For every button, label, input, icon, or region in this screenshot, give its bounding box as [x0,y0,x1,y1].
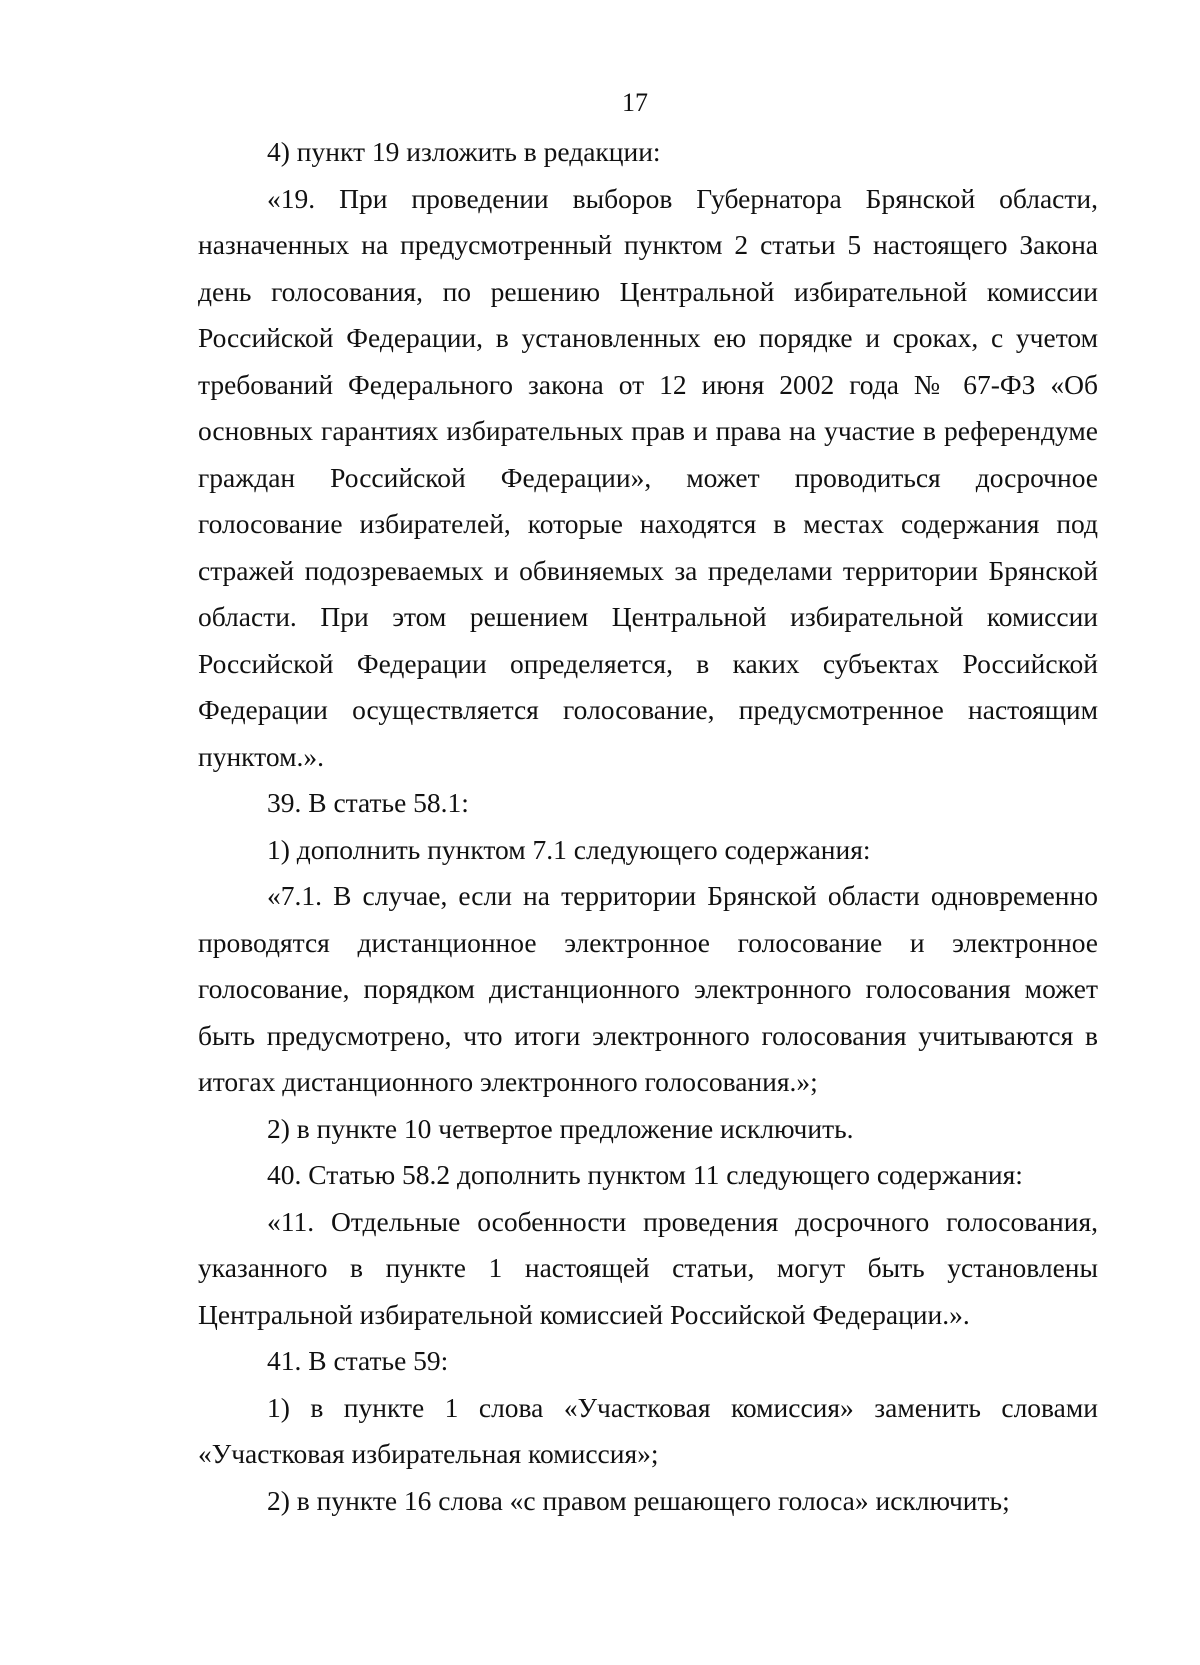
paragraph-article-40: 40. Статью 58.2 дополнить пунктом 11 следующего содержания: [267,1159,1023,1190]
paragraph-point-11-text: «11. Отдельные особенности проведения досрочного голосования, указанного в пункте 1 настоящей статьи, могут быть установлены Центральной избирательной комиссией Российской Федерации.». [198,1205,1098,1330]
paragraph-article-41: 41. В статье 59: [267,1345,449,1376]
paragraph-item-4-point-19: 4) пункт 19 изложить в редакции: [267,136,661,167]
paragraph-point-7-1-text: «7.1. В случае, если на территории Брянской области одновременно проводятся дистанционное электронное голосование и электронное голосование, порядком дистанционного электронного голосования может быть предусмотрено, что итоги электронного голосования учитываются в итогах дистанционного электронного голосования.»; [198,880,1098,1097]
paragraph-article-39-item-1: 1) дополнить пунктом 7.1 следующего содержания: [267,833,871,865]
paragraph-article-39-item-2: 2) в пункте 10 четвертое предложение исключить. [267,1112,854,1144]
paragraph-point-19-text: «19. При проведении выборов Губернатора Брянской области, назначенных на предусмотренный пунктом 2 статьи 5 настоящего Закона день голосования, по решению Центральной избирательной комиссии Российской Федерации, в установленных ею порядке и сроках, с учетом требований Федерального закона от 12 июня 2002 года № 67-ФЗ «Об основных гарантиях избирательных прав и права на участие в референдуме граждан Российской Федерации», может проводиться досрочное голосование избирателей, которые находятся в местах содержания под стражей подозреваемых и обвиняемых за пределами территории Брянской области. При этом решением Центральной избирательной комиссии Российской Федерации определяется, в каких субъектах Российской Федерации осуществляется голосование, предусмотренное настоящим пунктом.». [198,182,1098,772]
page-number: 17 [622,88,648,117]
paragraph-article-41-item-1: 1) в пункте 1 слова «Участковая комиссия» заменить словами «Участковая избирательная комиссия»; [198,1391,1098,1469]
paragraph-article-41-item-2: 2) в пункте 16 слова «с правом решающего голоса» исключить; [267,1484,1010,1516]
document-body [198,129,1098,1524]
paragraph-article-39: 39. В статье 58.1: [267,787,469,818]
